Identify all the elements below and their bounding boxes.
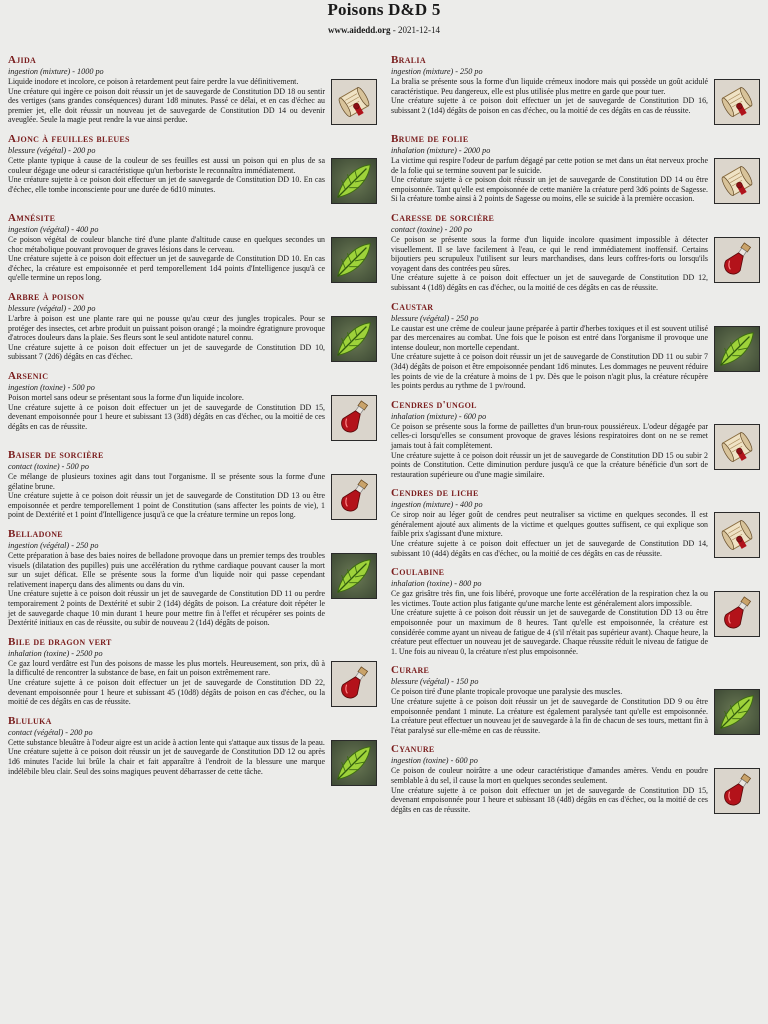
column-right: [391, 54, 760, 822]
description-paragraph: Une créature sujette à ce poison doit effectuer un jet de sauvegarde de Constitution DD 14, subissant 10 (4d4) dégâts en cas d'échec, ou la moitié de ces dégâts en cas de réussite.: [391, 539, 708, 558]
description-paragraph: Ce poison se présente sous la forme de paillettes d'un brun-roux poussiéreux. L'odeur dégagée par celles-ci lorsqu'elles se consument provoque de graves lésions respiratoires dont on ne se remet jamais tout à fait complètement.: [391, 421, 708, 450]
poison-entry: [391, 54, 760, 125]
vial-icon: [331, 395, 377, 441]
poison-entry: [8, 133, 377, 204]
description-paragraph: Ce mélange de plusieurs toxines agit dans tout l'organisme. Il se présente sous la forme d'une gélatine brune.: [8, 472, 325, 491]
description-paragraph: Cette substance bleuâtre à l'odeur aigre est un acide à action lente qui s'attaque aux tissus de la peau.: [8, 737, 325, 747]
poison-body: [8, 738, 377, 786]
poison-body: [391, 422, 760, 480]
poison-meta: inhalation (mixture) - 600 po: [391, 411, 487, 421]
poison-description: [391, 589, 708, 656]
poison-meta: ingestion (végétal) - 400 po: [8, 225, 99, 234]
poison-body: [8, 472, 377, 520]
poison-description: [391, 687, 708, 735]
leaf-icon: [331, 316, 377, 362]
poison-body: [8, 314, 377, 362]
description-paragraph: Le caustar est une crème de couleur jaune préparée à partir d'herbes toxiques et il est souvent utilisé par des mercenaires au combat. Une fois que le poison est entré dans l'organisme il provoque une intense douleur, non mortelle cependant.: [391, 323, 708, 352]
poison-meta: inhalation (toxine) - 2500 po: [8, 648, 103, 658]
poison-body: [391, 589, 760, 656]
poison-body: [8, 659, 377, 707]
poison-body: [8, 156, 377, 204]
poison-description: [391, 766, 708, 814]
description-paragraph: Ce poison végétal de couleur blanche tiré d'une plante d'altitude cause en quelques secondes un choc métabolique pouvant provoquer de graves lésions dans le cerveau.: [8, 235, 325, 254]
vial-icon: [714, 237, 760, 283]
description-paragraph: Une créature sujette à ce poison doit réussir un jet de sauvegarde de Constitution DD 13 ou être empoisonnée pour un maximum de 8 heures. Tant qu'elle est empoisonnée, la créature est considérée comme ayant un niveau de fatigue de 4 (s'il n'était pas supérieur avant). Chaque heure, la créature peut effectuer un nouveau jet de sauvegarde. Chaque réussite réduit le niveau de fatigue de 1. Une fois au niveau 0, la créature n'est plus empoisonnée.: [391, 608, 708, 656]
poison-description: [391, 324, 708, 391]
description-paragraph: Une créature sujette à ce poison doit effectuer un jet de sauvegarde de Constitution DD 15, devenant empoisonnée pour 1 heure et subissant 18 (4d8) dégâts en cas d'échec, ou la moitié de ces dégâts en cas de réussite.: [391, 785, 708, 814]
scroll-icon: [714, 158, 760, 204]
poison-entry: [391, 399, 760, 480]
poison-name: Ajonc à feuilles bleues: [8, 133, 130, 145]
description-paragraph: Une créature sujette à ce poison doit réussir un jet de sauvegarde de Constitution DD 12 ou après 1d6 minutes l'acide lui brûle la chair et fait apparaître à l'endroit de la blessure une marque indélébile bleu clair. Seul des soins magiques peuvent débarrasser de cette tâche.: [8, 747, 325, 776]
description-paragraph: Une créature qui ingère ce poison doit réussir un jet de sauvegarde de Constitution DD 18 ou sentir des vertiges (sans grandes conséquences) durant 1d8 minutes. Passé ce délai, et en cas d'échec au premier jet, elle doit réussir un nouveau jet de sauvegarde de Constitution DD 14 ou devenir aveuglée. Seule la magie peut rendre la vue ainsi perdue.: [8, 86, 325, 125]
description-paragraph: Une créature sujette à ce poison doit effectuer un jet de sauvegarde de Constitution DD 15, devenant empoisonnée pour 1 heure et subissant 13 (3d8) dégâts en cas d'échec, ou la moitié de ces dégâts en cas de réussite.: [8, 402, 325, 431]
poison-name: Curare: [391, 664, 430, 677]
description-paragraph: Ce poison de couleur noirâtre a une odeur caractéristique d'amandes amères. Vendu en poudre semblable à du sel, il cause la mort en quelques secondes seulement.: [391, 766, 708, 786]
poison-entry: [8, 291, 377, 362]
description-paragraph: Une créature sujette à ce poison doit effectuer un jet de sauvegarde de Constitution DD 10, subissant 7 (2d6) dégâts en cas d'échec.: [8, 342, 325, 362]
site-link[interactable]: www.aidedd.org: [327, 25, 391, 35]
poison-meta: inhalation (mixture) - 2000 po: [391, 146, 491, 155]
poison-description: [8, 156, 325, 194]
poison-name: Cendres de liche: [391, 487, 479, 500]
poison-description: [8, 738, 325, 776]
scroll-icon: [714, 512, 760, 558]
poison-entry: [8, 449, 377, 520]
poison-meta: ingestion (toxine) - 600 po: [391, 756, 478, 766]
scroll-icon: [714, 424, 760, 470]
poison-name: Cyanure: [391, 743, 435, 756]
page-title: Poisons D&D 5: [327, 0, 441, 19]
poison-name: Baiser de sorcière: [8, 449, 104, 461]
leaf-icon: [714, 326, 760, 372]
scroll-icon: [714, 79, 760, 125]
description-paragraph: Une créature sujette à ce poison doit effectuer un jet de sauvegarde de Constitution DD 10. En cas d'échec, elle tombe inconsciente pour une durée de 6d10 minutes.: [8, 175, 325, 194]
scroll-icon: [331, 79, 377, 125]
poison-description: [8, 659, 325, 707]
poison-entry: [8, 370, 377, 441]
description-paragraph: Cette préparation à base des baies noires de belladone provoque dans un premier temps des troubles visuels (dilatation des pupilles) puis une accélération du rythme cardiaque pouvant causer la mort sur un sujet déficat. Elle se présente sous la forme d'un liquide noir qui passe cependant relativement inaperçu dans des aliments ou dans du vin.: [8, 551, 325, 589]
poison-body: [8, 235, 377, 283]
poison-name: Arbre à poison: [8, 291, 85, 303]
poison-entry: [391, 566, 760, 656]
poison-description: [8, 314, 325, 362]
poison-entry: [391, 487, 760, 558]
poison-entry: [391, 133, 760, 204]
poison-entry: [8, 212, 377, 283]
poison-meta: ingestion (toxine) - 500 po: [8, 383, 95, 392]
description-paragraph: Ce gaz lourd verdâtre est l'un des poisons de masse les plus mortels. Heureusement, son prix, dû à la difficulté de rencontrer la substance de base, en fait un poison extrêmement rare.: [8, 658, 325, 678]
poison-description: [8, 551, 325, 628]
poison-name: Cendres d'ungol: [391, 398, 477, 411]
poison-description: [391, 235, 708, 293]
poison-body: [391, 235, 760, 293]
poison-body: [391, 77, 760, 125]
poison-entry: [391, 212, 760, 293]
leaf-icon: [331, 237, 377, 283]
poison-meta: ingestion (mixture) - 400 po: [391, 500, 483, 510]
description-paragraph: Liquide inodore et incolore, ce poison à retardement peut faire perdre la vue définitivement.: [8, 77, 299, 86]
poison-body: [391, 766, 760, 814]
poison-description: [8, 235, 325, 283]
poison-name: Bralia: [391, 54, 426, 66]
description-paragraph: Une créature sujette à ce poison doit réussir un jet de sauvegarde de Constitution DD 11 ou perdre temporairement 2 points de Dextérité et subir 2 (1d4) dégâts de poison. La créature doit répéter le jet de sauvegarde chaque 10 min durant 1 heure pour mettre fin à l'effet et récupérer ses points de Dextérité initiaux en cas de réussite, ou subir de nouveau 2 (1d4) dégâts de poison.: [8, 589, 325, 628]
description-paragraph: La bralia se présente sous la forme d'un liquide crémeux inodore mais qui possède un goût acidulé caractéristique. Peu dangereux, elle est plus utilisée plus mettre en garde que pour tuer.: [391, 77, 708, 96]
vial-icon: [714, 768, 760, 814]
poison-name: Arsenic: [8, 370, 49, 382]
poison-meta: ingestion (mixture) - 1000 po: [8, 67, 104, 76]
poison-name: Caustar: [391, 300, 434, 313]
poison-name: Bluluka: [8, 714, 52, 727]
vial-icon: [714, 591, 760, 637]
poison-meta: blessure (végétal) - 200 po: [8, 304, 96, 313]
description-paragraph: Une créature sujette à ce poison doit réussir un jet de sauvegarde de Constitution DD 9 ou être empoisonnée pendant 1 minute. La créature est également paralysée tant qu'elle est empoisonnée. La créature peut effectuer un nouveau jet de sauvegarde à la fin de chacun de ses tours, mettant fin à l'état paralysé sur elle-même en cas de réussite.: [391, 697, 708, 735]
poison-description: [391, 510, 708, 558]
poison-meta: ingestion (mixture) - 250 po: [391, 67, 483, 76]
date: - 2021-12-14: [390, 25, 440, 35]
poison-meta: contact (toxine) - 200 po: [391, 225, 472, 234]
poison-entry: [391, 301, 760, 391]
leaf-icon: [714, 689, 760, 735]
poison-entry: [8, 54, 377, 125]
poison-meta: contact (toxine) - 500 po: [8, 462, 89, 471]
description-paragraph: Ce poison se présente sous la forme d'un liquide incolore quasiment impossible à détecter visuellement. Il se lave facilement à l'eau, ce qui le rend immédiatement inoffensif. Certains bijoutiers peu scrupuleux l'utilisent sur leurs marchandises, dans leurs coffres-forts ou lorsqu'ils voyagent dans des contrées peu sûres.: [391, 235, 708, 273]
description-paragraph: L'arbre à poison est une plante rare qui ne pousse qu'au cœur des jungles tropicales. Pour se protéger des insectes, cet arbre produit un puissant poison orangé ; la moindre égratignure provoque d'atroces douleurs dans la plaie. Ses fleurs sont le seul antidote naturel connu.: [8, 314, 325, 343]
columns: [8, 54, 760, 822]
page-subtitle: [0, 23, 768, 37]
poison-description: [391, 77, 708, 115]
poison-description: [8, 472, 325, 520]
poison-name: Brume de folie: [391, 133, 469, 145]
poison-body: [8, 393, 377, 441]
description-paragraph: Une créature sujette à ce poison doit effectuer un jet de sauvegarde de Constitution DD 12, subissant 4 (1d8) dégâts en cas d'échec, ou la moitié de ces dégâts en cas de réussite.: [391, 273, 708, 292]
poison-name: Ajida: [8, 54, 37, 66]
poison-entry: [391, 743, 760, 814]
poison-name: Bile de dragon vert: [8, 635, 112, 648]
header: [0, 0, 768, 37]
poison-body: [391, 156, 760, 204]
poison-body: [391, 324, 760, 391]
description-paragraph: Poison mortel sans odeur se présentant sous la forme d'un liquide incolore.: [8, 393, 244, 402]
poison-body: [8, 77, 377, 125]
poison-description: [391, 422, 708, 480]
description-paragraph: Une créature sujette à ce poison doit réussir un jet de sauvegarde de Constitution DD 14 ou être empoisonnée. Tant qu'elle est empoisonnée de cette manière la créature perd 3d6 points de Sagesse. Si la créature tombe ainsi à 2 points de Sagesse ou moins, elle se suicide à la première occasion.: [391, 175, 708, 204]
description-paragraph: Une créature sujette à ce poison doit réussir un jet de sauvegarde de Constitution DD 11 ou subir 7 (3d4) dégâts de poison et être empoisonnée pendant 1d6 minutes. Les dommages ne peuvent réduire les points de vie de la créature à moins de 1 pv. Dès que le poison n'agit plus, la créature récupère les points perdus au rythme de 1 pv/round.: [391, 352, 708, 391]
poison-description: [391, 156, 708, 204]
poison-name: Caresse de sorcière: [391, 212, 495, 224]
poison-entry: [8, 528, 377, 628]
description-paragraph: Ce gaz grisâtre très fin, une fois libéré, provoque une forte accélération de la respiration chez la ou les victimes. Toute action plus fatigante qu'une marche lente est généralement alors impossible.: [391, 589, 708, 608]
description-paragraph: Cette plante typique à cause de la couleur de ses feuilles est aussi un poison qui en plus de sa couleur dégage une odeur si caractéristique qu'un herboriste le reconnaîtra immédiatement.: [8, 156, 325, 175]
column-left: [8, 54, 377, 822]
description-paragraph: La victime qui respire l'odeur de parfum dégagé par cette potion se met dans un état nerveux proche de la folie qui se termine souvent par le suicide.: [391, 156, 708, 175]
description-paragraph: Une créature sujette à ce poison doit réussir un jet de sauvegarde de Constitution DD 15 ou subir 2 points de Constitution. Cette diminution perdure jusqu'à ce que la créature bénéficie d'un sort de restauration supérieure ou d'une magie similaire.: [391, 450, 708, 479]
poison-body: [391, 687, 760, 735]
description-paragraph: Une créature sujette à ce poison doit effectuer un jet de sauvegarde de Constitution DD 10. En cas d'échec, la créature est empoisonnée et perd temporellement 1d4 points d'Intelligence jusqu'à ce qu'elle termine un repos long.: [8, 254, 325, 283]
poison-meta: inhalation (toxine) - 800 po: [391, 579, 482, 589]
description-paragraph: Une créature sujette à ce poison doit réussir un jet de sauvegarde de Constitution DD 13 ou être empoisonnée et perdre temporellement 1 point de Constitution (sans affecter les points de vie), 1 point de Dextérité et 1 point d'Intelligence jusqu'à ce que la créature termine un repos long.: [8, 491, 325, 520]
poison-entry: [391, 664, 760, 735]
poison-description: [8, 77, 325, 125]
poison-entry: [8, 715, 377, 786]
poison-name: Belladone: [8, 528, 63, 540]
leaf-icon: [331, 740, 377, 786]
poison-meta: blessure (végétal) - 250 po: [391, 313, 479, 323]
poison-description: [8, 393, 325, 431]
vial-icon: [331, 474, 377, 520]
poison-meta: blessure (végétal) - 150 po: [391, 677, 479, 687]
poison-name: Coulabine: [391, 566, 445, 579]
description-paragraph: Ce poison tiré d'une plante tropicale provoque une paralysie des muscles.: [391, 687, 623, 697]
poison-meta: ingestion (végétal) - 250 po: [8, 541, 99, 550]
description-paragraph: Une créature sujette à ce poison doit effectuer un jet de sauvegarde de Constitution DD 16, subissant 2 (1d4) dégâts de poison en cas d'échec, ou la moitié de ces dégâts en cas de réussite.: [391, 96, 708, 115]
poison-body: [391, 510, 760, 558]
vial-icon: [331, 661, 377, 707]
poison-name: Amnésite: [8, 212, 56, 224]
description-paragraph: Une créature sujette à ce poison doit effectuer un jet de sauvegarde de Constitution DD 22, devenant empoisonnée pour 1 heure et subissant 45 (10d8) dégâts de poison en cas d'échec, ou la moitié de ces dégâts en cas de réussite.: [8, 677, 325, 707]
description-paragraph: Ce sirop noir au léger goût de cendres peut neutraliser sa victime en quelques secondes. Il est généralement ajouté aux aliments de la victime et quelques gouttes suffisent, ce qui explique son faible prix s'agissant d'une mixture.: [391, 510, 708, 539]
poison-meta: blessure (végétal) - 200 po: [8, 146, 96, 155]
poison-body: [8, 551, 377, 628]
poison-entry: [8, 636, 377, 707]
leaf-icon: [331, 158, 377, 204]
poison-meta: contact (végétal) - 200 po: [8, 727, 93, 737]
leaf-icon: [331, 553, 377, 599]
